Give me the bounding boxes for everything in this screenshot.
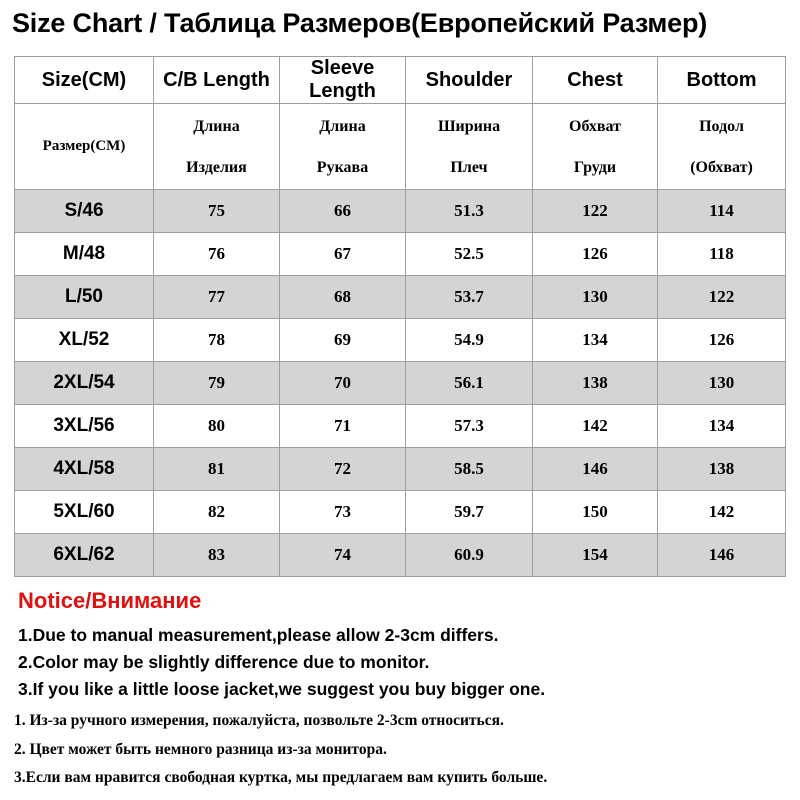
table-row <box>15 190 786 233</box>
header-ru-line: Длина <box>193 117 240 135</box>
page-title: Size Chart / Таблица Размеров(Европейский Размер) <box>12 8 708 38</box>
column-header-ru <box>533 104 658 190</box>
header-ru-line: Груди <box>573 158 617 176</box>
column-header: Chest <box>533 57 658 104</box>
measurement-cell: 138 <box>533 362 658 405</box>
measurement-cell: 122 <box>533 190 658 233</box>
table-row <box>15 276 786 319</box>
measurement-cell: 72 <box>280 448 406 491</box>
size-chart-table <box>14 56 786 577</box>
measurement-cell: 138 <box>658 448 786 491</box>
size-label-cell: 6XL/62 <box>15 534 154 577</box>
size-label-cell: 3XL/56 <box>15 405 154 448</box>
note-item: 2. Цвет может быть немного разница из-за монитора. <box>14 740 387 758</box>
measurement-cell: 114 <box>658 190 786 233</box>
header-ru-line: Обхват <box>569 117 621 135</box>
column-header: C/B Length <box>154 57 280 104</box>
measurement-cell: 56.1 <box>406 362 533 405</box>
measurement-cell: 67 <box>280 233 406 276</box>
measurement-cell: 134 <box>533 319 658 362</box>
measurement-cell: 54.9 <box>406 319 533 362</box>
measurement-cell: 79 <box>154 362 280 405</box>
measurement-cell: 74 <box>280 534 406 577</box>
table-row <box>15 448 786 491</box>
column-header: Sleeve Length <box>280 57 406 104</box>
measurement-cell: 142 <box>658 491 786 534</box>
measurement-cell: 66 <box>280 190 406 233</box>
table-row <box>15 319 786 362</box>
size-label-cell: L/50 <box>15 276 154 319</box>
column-header-ru <box>154 104 280 190</box>
header-row-en <box>15 57 786 104</box>
measurement-cell: 76 <box>154 233 280 276</box>
size-label-cell: XL/52 <box>15 319 154 362</box>
note-item: 3.If you like a little loose jacket,we suggest you buy bigger one. <box>18 679 546 699</box>
column-header: Shoulder <box>406 57 533 104</box>
measurement-cell: 58.5 <box>406 448 533 491</box>
measurement-cell: 80 <box>154 405 280 448</box>
column-header-ru <box>280 104 406 190</box>
measurement-cell: 146 <box>658 534 786 577</box>
note-item: 1. Из-за ручного измерения, пожалуйста, позвольте 2-3cm относиться. <box>14 712 504 729</box>
header-ru-line: Ширина <box>437 117 501 135</box>
header-ru-line: (Обхват) <box>690 158 753 176</box>
measurement-cell: 82 <box>154 491 280 534</box>
note-item: 3.Если вам нравится свободная куртка, мы предлагаем вам купить больше. <box>14 769 548 786</box>
header-ru-line: Изделия <box>186 158 247 176</box>
table-row <box>15 405 786 448</box>
measurement-cell: 130 <box>533 276 658 319</box>
measurement-cell: 126 <box>533 233 658 276</box>
measurement-cell: 70 <box>280 362 406 405</box>
header-row-ru <box>15 104 786 190</box>
table-row <box>15 491 786 534</box>
column-header-ru <box>15 104 154 190</box>
notes-en <box>18 624 545 705</box>
table-row <box>15 362 786 405</box>
measurement-cell: 154 <box>533 534 658 577</box>
measurement-cell: 69 <box>280 319 406 362</box>
measurement-cell: 126 <box>658 319 786 362</box>
table-row <box>15 534 786 577</box>
size-label-cell: 4XL/58 <box>15 448 154 491</box>
column-header: Size(CM) <box>15 57 154 104</box>
size-rows <box>15 190 786 577</box>
header-ru-line: Подол <box>699 117 744 135</box>
table-row <box>15 233 786 276</box>
column-header-ru <box>658 104 786 190</box>
note-item: 2.Color may be slightly difference due to monitor. <box>18 652 430 672</box>
measurement-cell: 83 <box>154 534 280 577</box>
measurement-cell: 77 <box>154 276 280 319</box>
measurement-cell: 122 <box>658 276 786 319</box>
measurement-cell: 78 <box>154 319 280 362</box>
measurement-cell: 53.7 <box>406 276 533 319</box>
notice-title: Notice/Внимание <box>18 588 202 613</box>
measurement-cell: 142 <box>533 405 658 448</box>
note-item: 1.Due to manual measurement,please allow 2-3cm differs. <box>18 625 499 645</box>
measurement-cell: 73 <box>280 491 406 534</box>
measurement-cell: 51.3 <box>406 190 533 233</box>
measurement-cell: 146 <box>533 448 658 491</box>
measurement-cell: 68 <box>280 276 406 319</box>
header-ru-line: Рукава <box>316 158 369 176</box>
size-label-cell: 5XL/60 <box>15 491 154 534</box>
measurement-cell: 130 <box>658 362 786 405</box>
column-header-ru <box>406 104 533 190</box>
measurement-cell: 52.5 <box>406 233 533 276</box>
header-ru-line: Размер(CM) <box>42 138 126 154</box>
column-header: Bottom <box>658 57 786 104</box>
header-ru-line: Плеч <box>450 158 488 176</box>
measurement-cell: 150 <box>533 491 658 534</box>
size-label-cell: 2XL/54 <box>15 362 154 405</box>
measurement-cell: 81 <box>154 448 280 491</box>
measurement-cell: 59.7 <box>406 491 533 534</box>
measurement-cell: 71 <box>280 405 406 448</box>
size-label-cell: S/46 <box>15 190 154 233</box>
measurement-cell: 60.9 <box>406 534 533 577</box>
measurement-cell: 134 <box>658 405 786 448</box>
size-label-cell: M/48 <box>15 233 154 276</box>
measurement-cell: 75 <box>154 190 280 233</box>
measurement-cell: 57.3 <box>406 405 533 448</box>
header-ru-line: Длина <box>319 117 366 135</box>
notes-ru <box>14 711 547 797</box>
measurement-cell: 118 <box>658 233 786 276</box>
